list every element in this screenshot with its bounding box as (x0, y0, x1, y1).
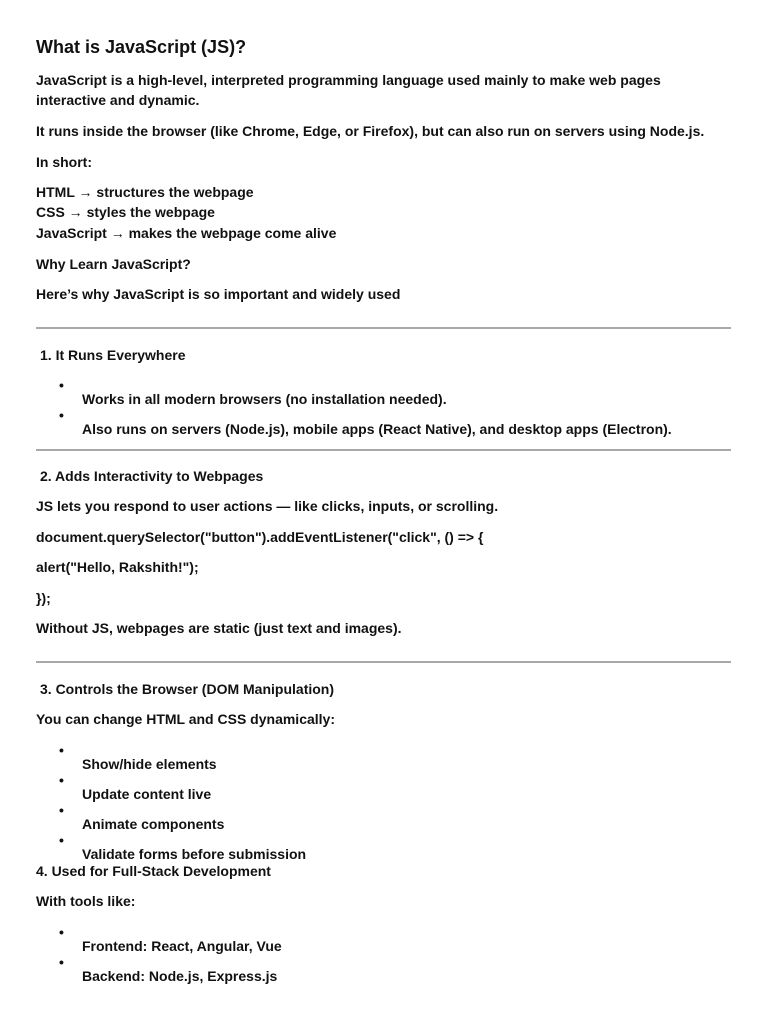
why-important-text: Here’s why JavaScript is so important and widely used (36, 286, 401, 302)
bullet-marker: • (59, 832, 64, 848)
bullet-marker: • (59, 772, 64, 788)
code-line: document.querySelector("button").addEventListener("click", () => { (36, 529, 484, 545)
section-3-bullet: Update content live (82, 786, 212, 802)
bullet-marker: • (59, 377, 64, 393)
summary-line-css: CSS → styles the webpage (36, 204, 215, 220)
code-line: }); (36, 590, 51, 606)
section-divider (36, 661, 731, 663)
section-2-heading: 2. Adds Interactivity to Webpages (40, 468, 264, 484)
page-title: What is JavaScript (JS)? (36, 37, 247, 57)
why-learn-heading: Why Learn JavaScript? (36, 256, 191, 272)
bullet-marker: • (59, 802, 64, 818)
section-divider (36, 327, 731, 329)
section-4-heading: 4. Used for Full-Stack Development (36, 863, 271, 879)
intro-paragraph-2: It runs inside the browser (like Chrome, Edge, or Firefox), but can also run on servers using Node.js. (36, 123, 705, 139)
section-divider (36, 449, 731, 451)
section-3-bullet: Animate components (82, 816, 225, 832)
section-4-bullet: Frontend: React, Angular, Vue (82, 938, 282, 954)
section-4-bullet: Backend: Node.js, Express.js (82, 968, 278, 984)
section-1-bullet: Also runs on servers (Node.js), mobile apps (React Native), and desktop apps (Electron). (82, 421, 672, 437)
bullet-marker: • (59, 407, 64, 423)
section-1-bullet: Works in all modern browsers (no installation needed). (82, 391, 447, 407)
section-1-heading: 1. It Runs Everywhere (40, 347, 186, 363)
summary-line-html: HTML → structures the webpage (36, 184, 254, 200)
section-3-text: You can change HTML and CSS dynamically: (36, 711, 335, 727)
code-line: alert("Hello, Rakshith!"); (36, 559, 199, 575)
summary-line-javascript: JavaScript → makes the webpage come alive (36, 225, 337, 241)
section-2-text: JS lets you respond to user actions — like clicks, inputs, or scrolling. (36, 498, 499, 514)
section-3-bullet: Validate forms before submission (82, 846, 307, 862)
section-3-bullet: Show/hide elements (82, 756, 217, 772)
bullet-marker: • (59, 742, 64, 758)
section-2-after-text: Without JS, webpages are static (just text and images). (36, 620, 402, 636)
bullet-marker: • (59, 954, 64, 970)
in-short-label: In short: (36, 154, 92, 170)
intro-paragraph-1: JavaScript is a high-level, interpreted programming language used mainly to make web pages interactive and dynamic. (36, 72, 661, 108)
section-4-text: With tools like: (36, 893, 136, 909)
section-3-heading: 3. Controls the Browser (DOM Manipulation) (40, 681, 335, 697)
bullet-marker: • (59, 924, 64, 940)
